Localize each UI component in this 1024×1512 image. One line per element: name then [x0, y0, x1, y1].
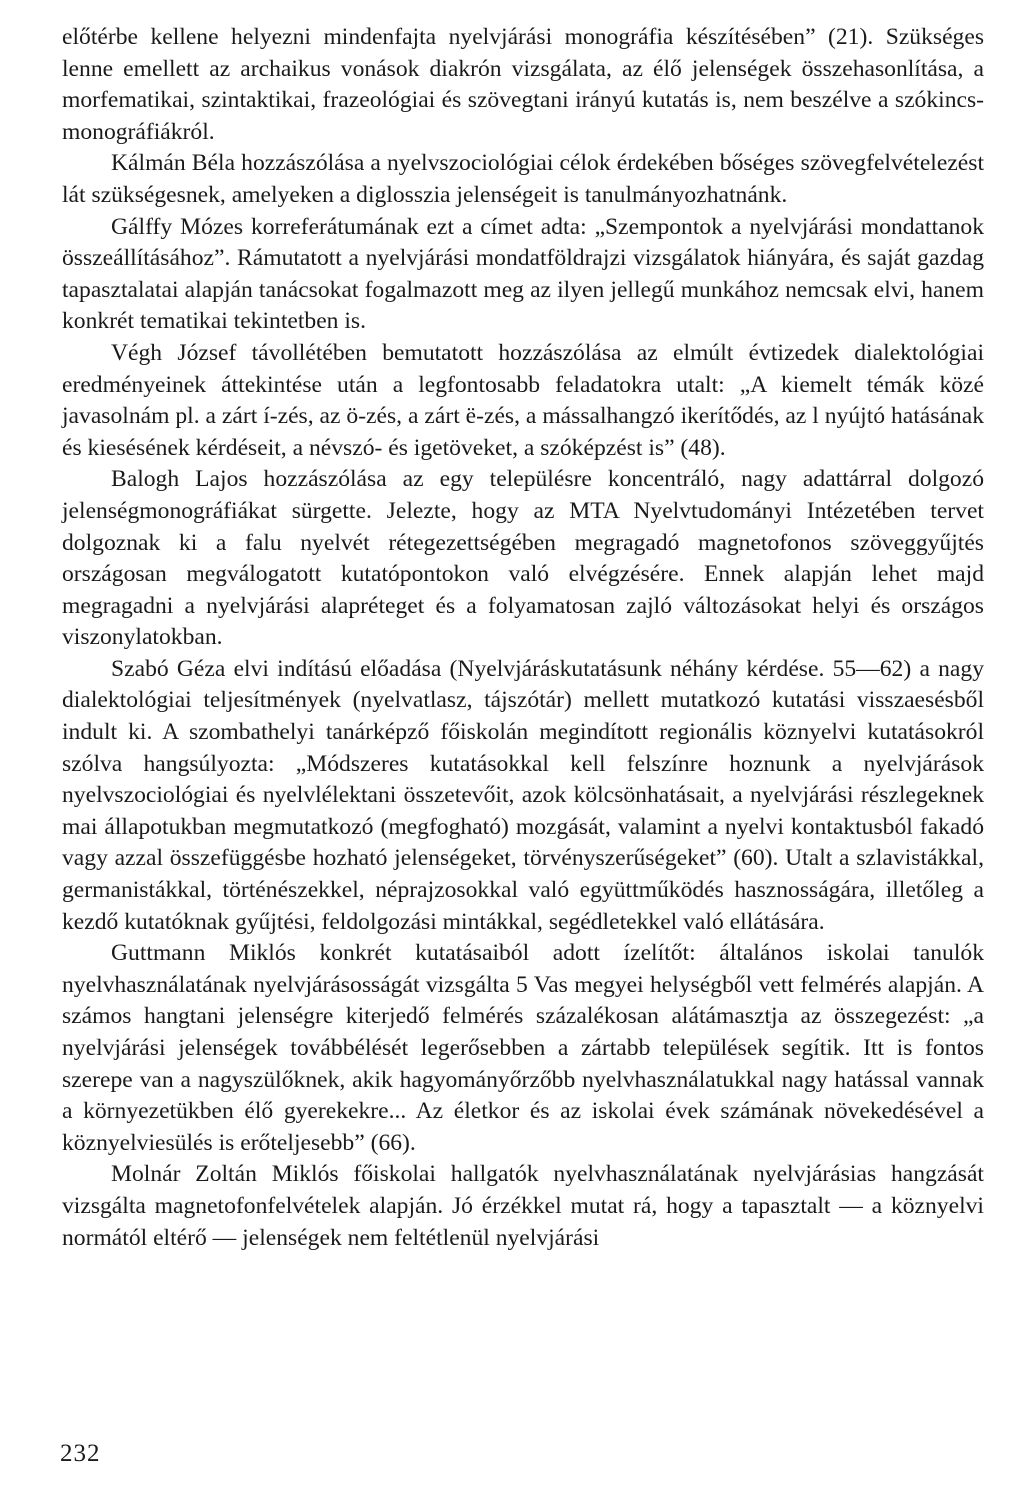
- paragraph-balogh: Balogh Lajos hozzászólása az egy településre koncentráló, nagy adattárral dolgozó jelenségmonográfiákat sürgette. Jelezte, hogy az MTA Nyelvtudományi Intézetében tervet dolgoznak ki a falu nyelvét rétegezettségében megragadó magnetofonos szöveggyűjtés országosan megválogatott kutatópontokon való elvégzésére. Ennek alapján lehet majd megragadni a nyelvjárási alapréteget és a folyamatosan zajló változásokat helyi és országos viszonylatokban.: [62, 466, 984, 651]
- paragraph-molnar: Molnár Zoltán Miklós főiskolai hallgatók nyelvhasználatának nyelvjárásias hangzását vizsgálta magnetofonfelvételek alapján. Jó érzékkel mutat rá, hogy a tapasztalt — a köznyelvi normától eltérő — jelenségek nem feltétlenül nyelvjárási: [62, 1161, 984, 1251]
- page-number: 232: [60, 1440, 101, 1467]
- page-body: [62, 22, 984, 1254]
- paragraph-kalman: Kálmán Béla hozzászólása a nyelvszociológiai célok érdekében bőséges szövegfelvételezést lát szükségesnek, amelyeken a diglosszia jelenségeit is tanulmányozhatnánk.: [62, 150, 984, 208]
- paragraph-galffy: Gálffy Mózes korreferátumának ezt a címet adta: „Szempontok a nyelvjárási mondattanok összeállításához”. Rámutatott a nyelvjárási mondatföldrajzi vizsgálatok hiányára, és saját gazdag tapasztalatai alapján tanácsokat fogalmazott meg az ilyen jellegű munkához nemcsak elvi, hanem konkrét tematikai tekintetben is.: [62, 213, 984, 335]
- paragraph-szabo: Szabó Géza elvi indítású előadása (Nyelvjáráskutatásunk néhány kérdése. 55—62) a nagy dialektológiai teljesítmények (nyelvatlasz, tájszótár) mellett mutatkozó kutatási visszaesésből indult ki. A szombathelyi tanárképző főiskolán megindított regionális köznyelvi kutatásokról szólva hangsúlyozta: „Módszeres kutatásokkal kell felszínre hoznunk a nyelvjárások nyelvszociológiai és nyelvlélektani összetevőit, azok kölcsönhatásait, a nyelvjárási részlegeknek mai állapotukban megmutatkozó (megfogható) mozgását, valamint a nyelvi kontaktusból fakadó vagy azzal összefüggésbe hozható jelenségeket, törvényszerűségeket” (60). Utalt a szlavistákkal, germanistákkal, történészekkel, néprajzosokkal való együttműködés hasznosságára, illetőleg a kezdő kutatóknak gyűjtési, feldolgozási mintákkal, segédletekkel való ellátására.: [62, 655, 984, 935]
- paragraph-guttmann: Guttmann Miklós konkrét kutatásaiból adott ízelítőt: általános iskolai tanulók nyelvhasználatának nyelvjárásosságát vizsgálta 5 Vas megyei helységből vett felmérés alapján. A számos hangtani jelenségre kiterjedő felmérés százalékosan alátámasztja az összegezést: „a nyelvjárási jelenségek továbbélését legerősebben a zártabb települések segítik. Itt is fontos szerepe van a nagyszülőknek, akik hagyományőrzőbb nyelvhasználatukkal nagy hatással vannak a környezetükben élő gyerekekre... Az életkor és az iskolai évek számának növekedésével a köznyelviesülés is erőteljesebb” (66).: [62, 940, 984, 1156]
- paragraph-continuation: előtérbe kellene helyezni mindenfajta nyelvjárási monográfia készítésében” (21). Szükséges lenne emellett az archaikus vonások diakrón vizsgálata, az élő jelenségek összehasonlítása, a morfematikai, szintaktikai, frazeológiai és szövegtani irányú kutatás is, nem beszélve a szókincs-monográfiákról.: [62, 24, 984, 145]
- paragraph-vegh: Végh József távollétében bemutatott hozzászólása az elmúlt évtizedek dialektológiai eredményeinek áttekintése után a legfontosabb feladatokra utalt: „A kiemelt témák közé javasolnám pl. a zárt í-zés, az ö-zés, a zárt ë-zés, a mássalhangzó ikerítődés, az l nyújtó hatásának és kiesésének kérdéseit, a névszó- és igetöveket, a szóképzést is” (48).: [62, 339, 984, 461]
